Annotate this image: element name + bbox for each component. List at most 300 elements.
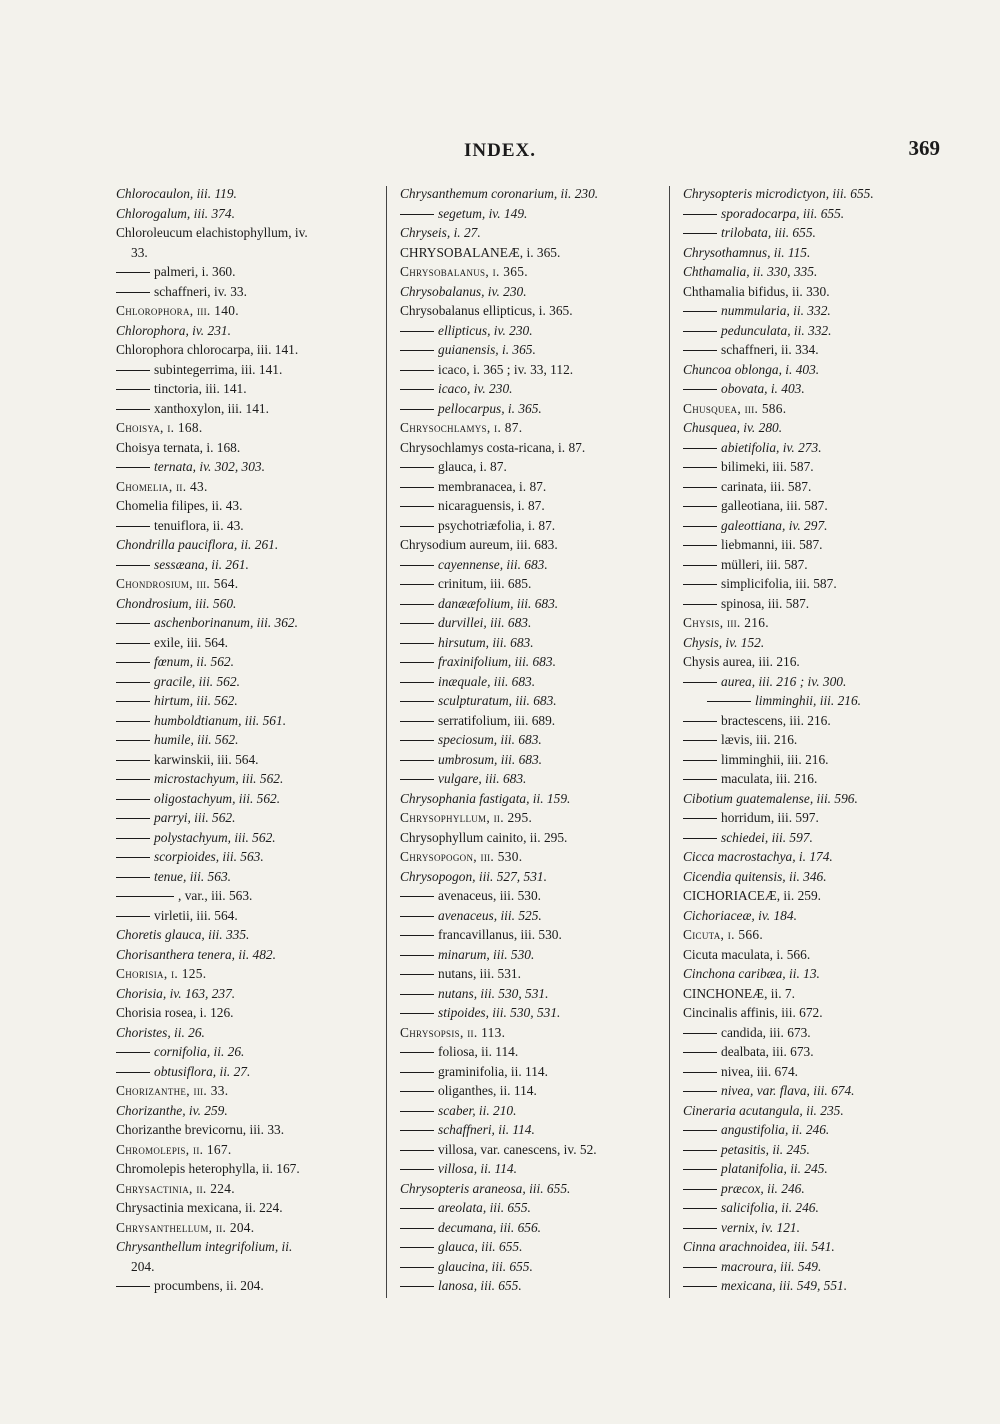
index-entry-text: tinctoria, iii. 141.: [154, 381, 247, 396]
index-entry-text: Cibotium guatemalense, iii. 596.: [683, 790, 858, 806]
index-entry-text: francavillanus, iii. 530.: [438, 927, 562, 942]
ditto-dash: [400, 389, 434, 390]
index-entry: [683, 789, 945, 809]
index-entry: [400, 769, 662, 789]
ditto-dash: [400, 1091, 434, 1092]
index-entry: [116, 379, 378, 399]
index-entry: [400, 438, 662, 458]
index-entry-text: dealbata, iii. 673.: [721, 1044, 814, 1059]
ditto-dash: [116, 721, 150, 722]
index-entry: [683, 613, 945, 633]
index-entry-text: nutans, iii. 530, 531.: [438, 985, 549, 1001]
index-entry: [400, 399, 662, 419]
ditto-dash: [116, 370, 150, 371]
index-entry-text: psychotriæfolia, i. 87.: [438, 517, 556, 533]
index-entry: [683, 1237, 945, 1257]
ditto-dash: [116, 1286, 150, 1287]
index-entry: [683, 1140, 945, 1160]
index-entry-text: 33.: [131, 244, 148, 260]
index-entry: [683, 1257, 945, 1277]
index-entry: [116, 633, 378, 653]
index-entry-text: Chrysactinia, ii. 224.: [116, 1180, 235, 1196]
index-entry-text: Chlorophora, iii. 140.: [116, 303, 239, 318]
index-entry-text: humboldtianum, iii. 561.: [154, 712, 287, 728]
index-entry: [116, 691, 378, 711]
index-entry: [400, 750, 662, 770]
index-entry-text: Chrysopteris araneosa, iii. 655.: [400, 1180, 571, 1196]
index-entry-text: limminghii, iii. 216.: [755, 693, 862, 708]
ditto-dash: [683, 233, 717, 234]
ditto-dash: [116, 1052, 150, 1053]
index-entry: [400, 1276, 662, 1296]
column-divider: [386, 186, 387, 1298]
index-entry-text: Chysis aurea, iii. 216.: [683, 654, 800, 669]
ditto-dash: [116, 740, 150, 741]
index-entry-text: abietifolia, iv. 273.: [721, 439, 822, 455]
index-entry-text: minarum, iii. 530.: [438, 946, 535, 962]
index-entry-text: Chrysopsis, ii. 113.: [400, 1024, 506, 1040]
index-entry-text: Cineraria acutangula, ii. 235.: [683, 1102, 844, 1118]
ditto-dash: [400, 974, 434, 975]
index-entry: [116, 867, 378, 887]
index-entry: [116, 184, 378, 204]
index-entry-text: cayennense, iii. 683.: [438, 556, 548, 572]
ditto-dash: [116, 272, 150, 273]
index-entry: [400, 379, 662, 399]
ditto-dash: [683, 214, 717, 215]
index-entry: [116, 964, 378, 984]
ditto-dash: [400, 1286, 434, 1287]
index-entry-text: nutans, iii. 531.: [438, 966, 521, 981]
index-entry: [116, 477, 378, 497]
index-entry-text: tenue, iii. 563.: [154, 868, 231, 884]
ditto-dash: [683, 1091, 717, 1092]
ditto-dash: [683, 1286, 717, 1287]
index-entry: [116, 301, 378, 321]
index-entry-text: oligostachyum, iii. 562.: [154, 790, 281, 806]
index-entry: [116, 282, 378, 302]
index-entry: [400, 867, 662, 887]
index-entry-text: durvillei, iii. 683.: [438, 615, 532, 630]
index-entry-text: Chondrilla pauciflora, ii. 261.: [116, 537, 279, 552]
index-entry: [116, 906, 378, 926]
index-entry-text: pedunculata, ii. 332.: [721, 322, 832, 338]
ditto-dash: [683, 1267, 717, 1268]
index-entry: [400, 477, 662, 497]
index-entry: [116, 574, 378, 594]
ditto-dash: [400, 1111, 434, 1112]
index-entry: [400, 906, 662, 926]
ditto-dash: [707, 701, 751, 702]
index-entry-text: avenaceus, iii. 530.: [438, 888, 541, 903]
index-entry: [683, 184, 945, 204]
index-entry: [116, 652, 378, 672]
index-entry-text: schaffneri, iv. 33.: [154, 283, 247, 299]
index-entry-text: parryi, iii. 562.: [154, 810, 236, 825]
index-entry-text: vernix, iv. 121.: [721, 1219, 800, 1235]
index-entry: [400, 496, 662, 516]
ditto-dash: [683, 1208, 717, 1209]
index-entry-text: icaco, i. 365 ; iv. 33, 112.: [438, 361, 574, 377]
index-entry: [683, 379, 945, 399]
index-entry-text: Chrysanthellum integrifolium, ii.: [116, 1239, 293, 1254]
index-entry-text: Chysis, iv. 152.: [683, 634, 765, 650]
ditto-dash: [400, 604, 434, 605]
index-entry: [400, 184, 662, 204]
index-entry: [116, 730, 378, 750]
ditto-dash: [400, 662, 434, 663]
index-entry: [116, 925, 378, 945]
ditto-dash: [116, 760, 150, 761]
index-entry-text: galleotiana, iii. 587.: [721, 498, 828, 513]
index-entry-text: macroura, iii. 549.: [721, 1258, 822, 1274]
index-entry-text: pellocarpus, i. 365.: [438, 400, 542, 416]
index-entry-text: villosa, var. canescens, iv. 52.: [438, 1141, 597, 1157]
ditto-dash: [116, 623, 150, 624]
index-entry: [400, 945, 662, 965]
index-entry: [683, 301, 945, 321]
index-entry-text: subintegerrima, iii. 141.: [154, 361, 283, 377]
index-entry-text: Chorisanthera tenera, ii. 482.: [116, 946, 276, 962]
index-entry: [400, 301, 662, 321]
index-entry-text: sessæana, ii. 261.: [154, 556, 249, 572]
index-entry-text: bilimeki, iii. 587.: [721, 459, 814, 474]
index-entry: [400, 457, 662, 477]
index-entry-text: gracile, iii. 562.: [154, 673, 240, 689]
index-entry: [683, 1023, 945, 1043]
index-entry-text: danææfolium, iii. 683.: [438, 595, 559, 611]
index-entry: [400, 1101, 662, 1121]
index-entry-text: spinosa, iii. 587.: [721, 595, 810, 611]
index-entry: [683, 418, 945, 438]
index-entry-text: palmeri, i. 360.: [154, 264, 236, 279]
ditto-dash: [400, 916, 434, 917]
index-entry-text: nivea, var. flava, iii. 674.: [721, 1083, 855, 1098]
index-entry-text: hirsutum, iii. 683.: [438, 634, 534, 650]
index-entry: [400, 1257, 662, 1277]
index-entry: [116, 769, 378, 789]
ditto-dash: [683, 1169, 717, 1170]
index-entry: [116, 516, 378, 536]
index-entry: [400, 1042, 662, 1062]
index-entry: [400, 1062, 662, 1082]
index-entry-text: maculata, iii. 216.: [721, 771, 818, 786]
index-entry: [400, 262, 662, 282]
index-entry-text: Chrysobalanus ellipticus, i. 365.: [400, 303, 573, 318]
index-entry-text: Chondrosium, iii. 564.: [116, 576, 239, 591]
index-entry: [116, 1218, 378, 1238]
index-entry: [683, 711, 945, 731]
index-entry-text: Chloroleucum elachistophyllum, iv.: [116, 225, 308, 240]
ditto-dash: [400, 1169, 434, 1170]
index-entry: [400, 789, 662, 809]
ditto-dash: [116, 877, 150, 878]
index-entry: [400, 847, 662, 867]
index-entry: [400, 1198, 662, 1218]
index-entry-text: horridum, iii. 597.: [721, 810, 819, 825]
index-entry: [683, 652, 945, 672]
ditto-dash: [683, 1189, 717, 1190]
ditto-dash: [400, 370, 434, 371]
index-entry-text: scaber, ii. 210.: [438, 1102, 517, 1118]
index-entry-text: Chrysobalanus, iv. 230.: [400, 283, 527, 299]
index-entry: [683, 243, 945, 263]
index-entry-text: platanifolia, ii. 245.: [721, 1161, 828, 1176]
index-entry-text: Chomelia, ii. 43.: [116, 478, 208, 494]
ditto-dash: [683, 682, 717, 683]
index-entry-text: Chondrosium, iii. 560.: [116, 595, 237, 611]
ditto-dash: [683, 545, 717, 546]
index-entry-text: Chorizanthe brevicornu, iii. 33.: [116, 1122, 285, 1137]
index-entry-text: Chrysobalanus, i. 365.: [400, 264, 528, 279]
index-entry: [683, 1003, 945, 1023]
index-entry-text: xanthoxylon, iii. 141.: [154, 400, 269, 416]
ditto-dash: [400, 565, 434, 566]
index-entry-text: Chlorophora, iv. 231.: [116, 322, 231, 338]
index-entry: [400, 984, 662, 1004]
index-entry-text: serratifolium, iii. 689.: [438, 712, 556, 728]
index-column-1: [116, 184, 378, 1296]
index-entry: [400, 613, 662, 633]
index-entry-text: fœnum, ii. 562.: [154, 654, 234, 669]
index-entry-text: Cinna arachnoidea, iii. 541.: [683, 1239, 835, 1254]
index-entry-text: petasitis, ii. 245.: [721, 1141, 810, 1157]
index-entry-text: liebmanni, iii. 587.: [721, 537, 823, 552]
index-entry: [683, 321, 945, 341]
index-entry-text: schiedei, iii. 597.: [721, 829, 813, 845]
index-entry-text: sculpturatum, iii. 683.: [438, 693, 557, 708]
index-entry: [683, 1120, 945, 1140]
index-entry: [683, 808, 945, 828]
index-entry: [683, 1042, 945, 1062]
index-entry: [683, 516, 945, 536]
index-entry-text: limminghii, iii. 216.: [721, 751, 829, 767]
index-entry: [683, 438, 945, 458]
index-entry-text: polystachyum, iii. 562.: [154, 829, 276, 845]
index-entry: [683, 886, 945, 906]
index-entry-text: salicifolia, ii. 246.: [721, 1200, 819, 1215]
index-entry-text: Cincinalis affinis, iii. 672.: [683, 1005, 823, 1020]
index-entry-text: lævis, iii. 216.: [721, 732, 798, 747]
ditto-dash: [683, 1150, 717, 1151]
ditto-dash: [400, 935, 434, 936]
index-entry: [116, 399, 378, 419]
index-entry-text: Chusquea, iv. 280.: [683, 420, 783, 435]
index-entry: [116, 1042, 378, 1062]
ditto-dash: [116, 1072, 150, 1073]
index-entry: [400, 808, 662, 828]
index-entry-text: vulgare, iii. 683.: [438, 771, 527, 786]
ditto-dash: [400, 350, 434, 351]
index-entry-text: icaco, iv. 230.: [438, 381, 513, 396]
index-entry: [683, 1159, 945, 1179]
index-entry-text: karwinskii, iii. 564.: [154, 751, 259, 767]
index-entry-text: stipoides, iii. 530, 531.: [438, 1005, 561, 1020]
index-entry-text: Chromolepis heterophylla, ii. 167.: [116, 1161, 300, 1176]
ditto-dash: [683, 448, 717, 449]
index-entry-text: fraxinifolium, iii. 683.: [438, 654, 556, 669]
index-entry: [400, 594, 662, 614]
ditto-dash: [400, 1052, 434, 1053]
index-entry-text: Chrysopogon, iii. 530.: [400, 849, 523, 864]
index-entry: [116, 613, 378, 633]
index-entry: [116, 945, 378, 965]
ditto-dash: [400, 623, 434, 624]
index-entry: [400, 535, 662, 555]
index-entry: [116, 1179, 378, 1199]
index-entry-text: Cicuta maculata, i. 566.: [683, 946, 811, 962]
ditto-dash: [683, 487, 717, 488]
index-entry: [116, 1257, 378, 1277]
ditto-dash: [683, 721, 717, 722]
index-entry: [400, 321, 662, 341]
index-entry: [116, 789, 378, 809]
index-entry-text: cornifolia, ii. 26.: [154, 1044, 245, 1059]
index-entry: [683, 282, 945, 302]
index-entry-text: hirtum, iii. 562.: [154, 693, 238, 708]
index-entry-text: oliganthes, ii. 114.: [438, 1083, 537, 1098]
index-entry-text: inæquale, iii. 683.: [438, 673, 536, 689]
index-entry-text: aschenborinanum, iii. 362.: [154, 615, 298, 630]
ditto-dash: [400, 994, 434, 995]
index-entry: [116, 555, 378, 575]
index-entry-text: membranacea, i. 87.: [438, 478, 547, 494]
index-column-2: [400, 184, 662, 1296]
ditto-dash: [116, 409, 150, 410]
index-entry-text: segetum, iv. 149.: [438, 205, 528, 221]
index-entry: [683, 1179, 945, 1199]
index-entry: [116, 1237, 378, 1257]
ditto-dash: [683, 526, 717, 527]
index-entry-text: Chthamalia, ii. 330, 335.: [683, 264, 818, 279]
ditto-dash: [683, 1033, 717, 1034]
index-entry-text: humile, iii. 562.: [154, 732, 239, 747]
index-entry: [116, 1198, 378, 1218]
index-entry: [400, 1120, 662, 1140]
index-entry-text: Choisya ternata, i. 168.: [116, 439, 241, 455]
ditto-dash: [400, 584, 434, 585]
index-entry: [683, 204, 945, 224]
index-entry-text: Chorizanthe, iii. 33.: [116, 1083, 229, 1098]
index-entry-text: lanosa, iii. 655.: [438, 1278, 522, 1293]
ditto-dash: [400, 1150, 434, 1151]
index-entry-text: graminifolia, ii. 114.: [438, 1063, 548, 1079]
index-entry: [400, 1003, 662, 1023]
index-entry-text: bractescens, iii. 216.: [721, 712, 831, 728]
index-entry: [683, 477, 945, 497]
index-entry-text: villosa, ii. 114.: [438, 1161, 517, 1176]
index-entry: [116, 1081, 378, 1101]
ditto-dash: [116, 292, 150, 293]
index-entry: [116, 750, 378, 770]
ditto-dash: [116, 526, 150, 527]
index-entry-text: Chlorocaulon, iii. 119.: [116, 186, 237, 201]
index-entry: [116, 243, 378, 263]
index-entry: [683, 906, 945, 926]
index-entry: [400, 1081, 662, 1101]
index-entry: [683, 691, 945, 711]
index-entry: [400, 711, 662, 731]
index-entry: [683, 867, 945, 887]
index-entry: [400, 516, 662, 536]
ditto-dash: [116, 857, 150, 858]
ditto-dash: [683, 1052, 717, 1053]
index-entry-text: Chrysochlamys costa-ricana, i. 87.: [400, 439, 586, 455]
index-entry-text: scorpioides, iii. 563.: [154, 849, 264, 864]
index-entry-text: avenaceus, iii. 525.: [438, 907, 542, 923]
index-entry-text: galeottiana, iv. 297.: [721, 517, 828, 533]
index-entry-text: procumbens, ii. 204.: [154, 1278, 264, 1293]
index-entry: [683, 399, 945, 419]
index-entry: [683, 984, 945, 1004]
index-entry-text: Chorizanthe, iv. 259.: [116, 1102, 228, 1118]
ditto-dash: [400, 643, 434, 644]
ditto-dash: [116, 838, 150, 839]
index-entry-text: Chrysanthellum, ii. 204.: [116, 1219, 255, 1235]
index-entry: [400, 925, 662, 945]
index-entry: [683, 1276, 945, 1296]
ditto-dash: [400, 331, 434, 332]
index-entry-text: trilobata, iii. 655.: [721, 225, 816, 240]
ditto-dash: [683, 1130, 717, 1131]
index-entry-text: Cichoriaceæ, iv. 184.: [683, 907, 797, 923]
index-entry-text: nivea, iii. 674.: [721, 1063, 798, 1079]
ditto-dash: [400, 1130, 434, 1131]
ditto-dash: [116, 662, 150, 663]
ditto-dash: [116, 467, 150, 468]
ditto-dash: [116, 701, 150, 702]
index-entry: [400, 418, 662, 438]
ditto-dash: [683, 604, 717, 605]
ditto-dash: [683, 779, 717, 780]
index-entry-text: Chrysophyllum, ii. 295.: [400, 810, 533, 825]
ditto-dash: [400, 721, 434, 722]
ditto-dash: [400, 1228, 434, 1229]
ditto-dash: [400, 1247, 434, 1248]
index-entry: [683, 555, 945, 575]
ditto-dash: [683, 740, 717, 741]
ditto-dash: [683, 467, 717, 468]
index-entry: [400, 672, 662, 692]
index-entry: [683, 1218, 945, 1238]
ditto-dash: [116, 565, 150, 566]
index-entry-text: Chrysanthemum coronarium, ii. 230.: [400, 186, 599, 201]
ditto-dash: [400, 1208, 434, 1209]
index-entry: [400, 1023, 662, 1043]
index-entry-text: carinata, iii. 587.: [721, 478, 812, 494]
index-entry: [400, 730, 662, 750]
index-entry-text: candida, iii. 673.: [721, 1024, 811, 1040]
ditto-dash: [400, 1013, 434, 1014]
index-entry: [400, 340, 662, 360]
index-entry-text: glauca, iii. 655.: [438, 1239, 523, 1254]
index-entry: [683, 594, 945, 614]
index-entry-text: Choisya, i. 168.: [116, 420, 203, 435]
index-entry: [116, 262, 378, 282]
ditto-dash: [116, 389, 150, 390]
ditto-dash: [400, 214, 434, 215]
index-entry: [116, 204, 378, 224]
index-entry-text: exile, iii. 564.: [154, 634, 229, 650]
index-entry: [400, 204, 662, 224]
ditto-dash: [683, 1072, 717, 1073]
index-entry: [683, 1101, 945, 1121]
ditto-dash: [683, 584, 717, 585]
index-entry: [116, 340, 378, 360]
index-entry-text: nummularia, ii. 332.: [721, 303, 831, 318]
ditto-dash: [400, 1072, 434, 1073]
ditto-dash: [683, 350, 717, 351]
